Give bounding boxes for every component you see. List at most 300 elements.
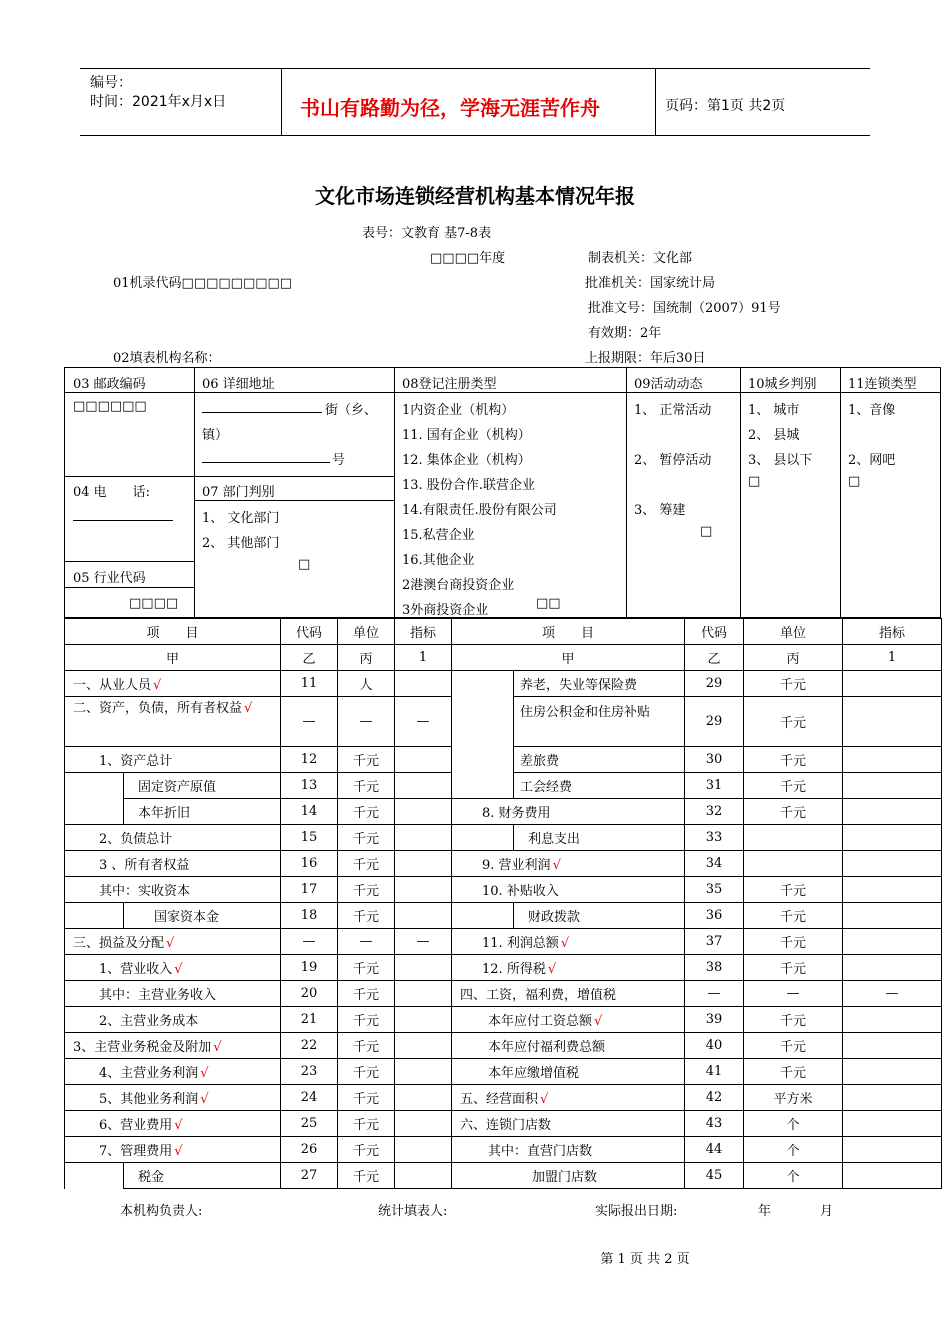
- item-label: [452, 929, 685, 955]
- item-label-text: 本年应付福利费总额: [488, 1040, 606, 1055]
- table-row: [65, 747, 942, 773]
- indicator-cell[interactable]: [395, 799, 452, 825]
- indent-cell: [452, 747, 514, 773]
- indent-cell: [452, 825, 514, 851]
- item-label: [124, 1163, 281, 1189]
- unit-cell: 千元: [338, 1137, 395, 1163]
- unit-cell: 千元: [338, 799, 395, 825]
- table-row: [65, 877, 942, 903]
- registration-type-item: 12. 集体企业（机构）: [402, 453, 531, 468]
- item-label-text: 10. 补贴收入: [482, 884, 559, 899]
- unit-cell: 千元: [338, 851, 395, 877]
- indicator-cell[interactable]: [843, 1007, 942, 1033]
- urban-label: 10城乡判别: [748, 377, 817, 392]
- table-row: [65, 1033, 942, 1059]
- item-label-text: 其中：主营业务收入: [99, 988, 217, 1003]
- check-mark: √: [560, 936, 570, 951]
- indent-cell: [65, 1163, 124, 1189]
- indicator-cell[interactable]: [395, 825, 452, 851]
- item-label: [65, 877, 281, 903]
- code-cell: 44: [685, 1137, 744, 1163]
- urban-checkbox[interactable]: □: [748, 474, 761, 489]
- check-mark: √: [174, 962, 183, 977]
- check-mark: √: [200, 1092, 209, 1107]
- indicator-cell[interactable]: [843, 773, 942, 799]
- subheader: 1: [395, 645, 452, 671]
- department-checkbox[interactable]: □: [298, 557, 311, 572]
- check-mark: √: [174, 1118, 183, 1133]
- urban-option-3: 3、 县以下: [748, 453, 813, 468]
- item-label-text: 利息支出: [528, 832, 581, 847]
- address-label: 06 详细地址: [202, 377, 275, 392]
- report-year: □□□□年度: [430, 251, 506, 266]
- indent-cell: [452, 697, 514, 747]
- indicator-cell[interactable]: [843, 955, 942, 981]
- table-row: [65, 1085, 942, 1111]
- item-label-text: 12. 所得税: [482, 962, 546, 977]
- indicator-cell[interactable]: [843, 903, 942, 929]
- report-date-label: 实际报出日期:: [595, 1204, 678, 1219]
- item-label-text: 2、负债总计: [99, 832, 173, 847]
- code-cell: 41: [685, 1059, 744, 1085]
- item-label: [452, 1007, 685, 1033]
- code-cell: 23: [281, 1059, 338, 1085]
- registration-type-item: 16.其他企业: [402, 553, 475, 568]
- item-label: [452, 981, 685, 1007]
- code-cell: 21: [281, 1007, 338, 1033]
- serial-label: 编号：: [90, 75, 132, 91]
- code-cell: 16: [281, 851, 338, 877]
- indicator-cell[interactable]: [843, 747, 942, 773]
- code-cell: 29: [685, 671, 744, 697]
- indicator-cell[interactable]: [395, 955, 452, 981]
- subheader: 丙: [744, 645, 843, 671]
- table-row: [65, 1007, 942, 1033]
- header-item: 项 目: [65, 619, 281, 645]
- indent-cell: [65, 799, 124, 825]
- unit-cell: 千元: [744, 671, 843, 697]
- unit-cell: 千元: [338, 877, 395, 903]
- item-label: [65, 955, 281, 981]
- indicator-cell[interactable]: [843, 929, 942, 955]
- table-row: [65, 825, 942, 851]
- page-number: 第 1 页 共 2 页: [600, 1252, 690, 1267]
- number-label: 号: [332, 453, 346, 468]
- item-label: [514, 825, 685, 851]
- table-header-row: [65, 619, 942, 645]
- chain-option-1: 1、音像: [848, 403, 896, 418]
- urban-option-1: 1、 城市: [748, 403, 800, 418]
- code-cell: 12: [281, 747, 338, 773]
- item-label-text: 8. 财务费用: [482, 806, 551, 821]
- check-mark: √: [244, 701, 253, 716]
- item-label-text: 1、营业收入: [99, 962, 173, 977]
- urban-option-2: 2、 县城: [748, 428, 800, 443]
- unit-cell: [744, 825, 843, 851]
- header-code: 代码: [685, 619, 744, 645]
- number-field[interactable]: [202, 462, 330, 463]
- indicator-cell[interactable]: [843, 1163, 942, 1189]
- code-cell: 13: [281, 773, 338, 799]
- item-label: [124, 773, 281, 799]
- table-row: [65, 903, 942, 929]
- unit-cell: 千元: [744, 955, 843, 981]
- item-label: [65, 747, 281, 773]
- check-mark: √: [200, 1066, 209, 1081]
- unit-cell: 千元: [338, 825, 395, 851]
- header-code: 代码: [281, 619, 338, 645]
- industry-code-field[interactable]: □□□□: [129, 596, 179, 611]
- report-year-label: 年: [758, 1204, 772, 1219]
- unit-cell: —: [744, 981, 843, 1007]
- item-label: [514, 747, 685, 773]
- subheader: 丙: [338, 645, 395, 671]
- item-label-text: 五、经营面积: [460, 1092, 539, 1107]
- registration-type-item: 13. 股份合作.联营企业: [402, 478, 535, 493]
- code-cell: 20: [281, 981, 338, 1007]
- activity-checkbox[interactable]: □: [700, 524, 713, 539]
- indicator-cell[interactable]: [395, 671, 452, 697]
- item-label: [65, 671, 281, 697]
- activity-option-1: 1、 正常活动: [634, 403, 712, 418]
- table-row: [65, 799, 942, 825]
- indicator-cell[interactable]: —: [395, 929, 452, 955]
- indicator-cell[interactable]: [395, 1007, 452, 1033]
- unit-cell: 平方米: [744, 1085, 843, 1111]
- registration-type-checkbox[interactable]: □□: [536, 596, 561, 611]
- header-item: 项 目: [452, 619, 685, 645]
- indicator-cell[interactable]: [843, 1085, 942, 1111]
- item-label-text: 1、资产总计: [99, 754, 173, 769]
- table-subheader-row: [65, 645, 942, 671]
- item-label: [514, 697, 685, 747]
- code-cell: —: [281, 697, 338, 747]
- registration-type-item: 14.有限责任.股份有限公司: [402, 503, 557, 518]
- approver: 批准机关：国家统计局: [585, 276, 716, 291]
- check-mark: √: [594, 1014, 603, 1029]
- unit-cell: 千元: [744, 773, 843, 799]
- indicator-cell[interactable]: [843, 671, 942, 697]
- code-cell: 25: [281, 1111, 338, 1137]
- phone-field[interactable]: [73, 520, 173, 521]
- code-cell: 33: [685, 825, 744, 851]
- item-label-text: 本年折旧: [138, 806, 191, 821]
- code-cell: 22: [281, 1033, 338, 1059]
- unit-cell: 千元: [338, 1163, 395, 1189]
- item-label-text: 3、主营业务税金及附加: [73, 1040, 212, 1055]
- item-label: [452, 851, 685, 877]
- indicator-cell[interactable]: —: [843, 981, 942, 1007]
- filler-signature-label: 统计填表人:: [378, 1204, 448, 1219]
- unit-cell: 个: [744, 1111, 843, 1137]
- indicator-cell[interactable]: [395, 1137, 452, 1163]
- indicator-cell[interactable]: [395, 877, 452, 903]
- chain-checkbox[interactable]: □: [848, 474, 861, 489]
- code-cell: 19: [281, 955, 338, 981]
- item-label-text: 4、主营业务利润: [99, 1066, 199, 1081]
- indicator-cell[interactable]: [395, 1163, 452, 1189]
- header-indicator: 指标: [395, 619, 452, 645]
- registration-type-item: 15.私营企业: [402, 528, 475, 543]
- item-label-text: 六、连锁门店数: [460, 1118, 552, 1133]
- code-cell: 29: [685, 697, 744, 747]
- code-cell: 40: [685, 1033, 744, 1059]
- postal-code-field[interactable]: □□□□□□: [73, 399, 147, 414]
- unit-cell: [744, 851, 843, 877]
- item-label-text: 固定资产原值: [138, 780, 217, 795]
- registration-block: [64, 367, 941, 618]
- code-cell: 32: [685, 799, 744, 825]
- check-mark: √: [552, 858, 561, 873]
- item-label: [65, 851, 281, 877]
- unit-cell: 人: [338, 671, 395, 697]
- item-label: [65, 825, 281, 851]
- indicator-cell[interactable]: [843, 825, 942, 851]
- indicator-cell[interactable]: [843, 877, 942, 903]
- code-cell: 36: [685, 903, 744, 929]
- code-cell: 18: [281, 903, 338, 929]
- item-label: [452, 799, 685, 825]
- item-label-text: 2、主营业务成本: [99, 1014, 199, 1029]
- chain-option-2: 2、网吧: [848, 453, 896, 468]
- subheader: 1: [843, 645, 942, 671]
- item-label-text: 国家资本金: [154, 910, 220, 925]
- registration-type-label: 08登记注册类型: [402, 377, 497, 392]
- code-cell: 14: [281, 799, 338, 825]
- item-label: [514, 903, 685, 929]
- subheader: 乙: [685, 645, 744, 671]
- table-row: [65, 981, 942, 1007]
- item-label: [452, 1059, 685, 1085]
- code-cell: 27: [281, 1163, 338, 1189]
- activity-option-2: 2、 暂停活动: [634, 453, 712, 468]
- org-name-label: 02填表机构名称：: [113, 351, 221, 366]
- street-label: 街（乡、: [325, 403, 378, 418]
- code-cell: 37: [685, 929, 744, 955]
- street-field[interactable]: [202, 412, 322, 413]
- item-label-text: 差旅费: [520, 754, 560, 769]
- motto: 书山有路勤为径，学海无涯苦作舟: [300, 96, 600, 120]
- unit-cell: 千元: [338, 747, 395, 773]
- indicator-cell[interactable]: [395, 851, 452, 877]
- unit-cell: 千元: [338, 773, 395, 799]
- report-month-label: 月: [820, 1204, 834, 1219]
- item-label-text: 7、管理费用: [99, 1144, 173, 1159]
- department-label: 07 部门判别: [202, 485, 275, 500]
- check-mark: √: [547, 962, 557, 977]
- table-row: [65, 955, 942, 981]
- code-cell: 45: [685, 1163, 744, 1189]
- unit-cell: 千元: [338, 1007, 395, 1033]
- code-cell: 24: [281, 1085, 338, 1111]
- code-cell: 42: [685, 1085, 744, 1111]
- subheader: 甲: [452, 645, 685, 671]
- item-label-text: 税金: [138, 1170, 165, 1185]
- registration-type-item: 11. 国有企业（机构）: [402, 428, 531, 443]
- page-title: 文化市场连锁经营机构基本情况年报: [315, 184, 635, 208]
- item-label: [65, 1137, 281, 1163]
- indicator-cell[interactable]: [843, 1033, 942, 1059]
- indent-cell: [65, 773, 124, 799]
- postal-code-label: 03 邮政编码: [73, 377, 146, 392]
- indicator-cell[interactable]: [843, 1137, 942, 1163]
- item-label-text: 四、工资，福利费，增值税: [460, 988, 617, 1003]
- item-label: [452, 1033, 685, 1059]
- indicator-cell[interactable]: [843, 799, 942, 825]
- code-cell: —: [685, 981, 744, 1007]
- item-label-text: 一、从业人员: [73, 678, 152, 693]
- unit-cell: 千元: [338, 955, 395, 981]
- indicator-cell[interactable]: [395, 773, 452, 799]
- code-cell: 15: [281, 825, 338, 851]
- item-label: [124, 903, 281, 929]
- item-label-text: 6、营业费用: [99, 1118, 173, 1133]
- item-label: [65, 981, 281, 1007]
- unit-cell: 千元: [744, 697, 843, 747]
- check-mark: √: [213, 1040, 222, 1055]
- indicator-cell[interactable]: [395, 1111, 452, 1137]
- item-label-text: 其中：直营门店数: [488, 1144, 593, 1159]
- item-label: [452, 1111, 685, 1137]
- indicator-cell[interactable]: —: [395, 697, 452, 747]
- indent-cell: [452, 903, 514, 929]
- item-label: [124, 799, 281, 825]
- form-number: 表号：文教育 基7-8表: [362, 226, 492, 241]
- indicator-cell[interactable]: [843, 1059, 942, 1085]
- code-cell: 11: [281, 671, 338, 697]
- code-cell: 43: [685, 1111, 744, 1137]
- item-label-text: 11. 利润总额: [482, 936, 559, 951]
- item-label: [514, 773, 685, 799]
- table-row: [65, 1111, 942, 1137]
- unit-cell: —: [338, 697, 395, 747]
- indicator-cell[interactable]: [395, 747, 452, 773]
- unit-cell: 千元: [744, 877, 843, 903]
- item-label: [452, 1137, 685, 1163]
- indicator-cell[interactable]: [395, 1033, 452, 1059]
- check-mark: √: [174, 1144, 183, 1159]
- org-code: 01机录代码□□□□□□□□□: [113, 276, 293, 291]
- item-label: [65, 1033, 281, 1059]
- check-mark: √: [540, 1092, 549, 1107]
- deadline: 上报期限：年后30日: [585, 351, 706, 366]
- department-option-1: 1、 文化部门: [202, 511, 280, 526]
- unit-cell: 千元: [338, 1085, 395, 1111]
- industry-code-label: 05 行业代码: [73, 571, 146, 586]
- activity-option-3: 3、 筹建: [634, 503, 686, 518]
- code-cell: 17: [281, 877, 338, 903]
- department-option-2: 2、 其他部门: [202, 536, 280, 551]
- item-label: [65, 1085, 281, 1111]
- item-label-text: 本年应缴增值税: [488, 1066, 580, 1081]
- indent-cell: [65, 903, 124, 929]
- item-label: [514, 671, 685, 697]
- unit-cell: 千元: [744, 1007, 843, 1033]
- item-label: [452, 1163, 685, 1189]
- code-cell: 31: [685, 773, 744, 799]
- indent-cell: [452, 671, 514, 697]
- code-cell: 39: [685, 1007, 744, 1033]
- unit-cell: 千元: [338, 981, 395, 1007]
- unit-cell: 个: [744, 1163, 843, 1189]
- unit-cell: 千元: [744, 799, 843, 825]
- chain-type-label: 11连锁类型: [848, 377, 917, 392]
- item-label-text: 加盟门店数: [532, 1170, 598, 1185]
- indicator-cell[interactable]: [395, 981, 452, 1007]
- table-row: [65, 697, 942, 747]
- activity-label: 09活动动态: [634, 377, 703, 392]
- item-label-text: 9. 营业利润: [482, 858, 551, 873]
- unit-cell: 千元: [338, 1033, 395, 1059]
- unit-cell: —: [338, 929, 395, 955]
- time-label: 时间：2021年x月x日: [90, 94, 227, 110]
- main-table-wrapper: [64, 618, 941, 1189]
- item-label-text: 本年应付工资总额: [488, 1014, 593, 1029]
- code-cell: 35: [685, 877, 744, 903]
- item-label: [65, 1111, 281, 1137]
- registration-type-item: 1内资企业（机构）: [402, 403, 515, 418]
- code-cell: 34: [685, 851, 744, 877]
- item-label: [65, 697, 281, 747]
- town-label: 镇）: [202, 428, 229, 443]
- item-label: [65, 1007, 281, 1033]
- indicator-cell[interactable]: [843, 1111, 942, 1137]
- header-indicator: 指标: [843, 619, 942, 645]
- validity: 有效期：2年: [588, 326, 662, 341]
- item-label-text: 财政拨款: [528, 910, 581, 925]
- approval-number: 批准文号：国统制（2007）91号: [588, 301, 781, 316]
- item-label-text: 5、其他业务利润: [99, 1092, 199, 1107]
- table-row: [65, 1059, 942, 1085]
- code-cell: 30: [685, 747, 744, 773]
- subheader: 乙: [281, 645, 338, 671]
- code-cell: —: [281, 929, 338, 955]
- unit-cell: 千元: [744, 1033, 843, 1059]
- table-row: [65, 851, 942, 877]
- item-label: [65, 1059, 281, 1085]
- main-table: [64, 618, 942, 1189]
- unit-cell: 千元: [744, 903, 843, 929]
- indicator-cell[interactable]: [843, 697, 942, 747]
- item-label: [65, 929, 281, 955]
- phone-label: 04 电 话:: [73, 485, 151, 500]
- item-label-text: 3 、所有者权益: [99, 858, 190, 873]
- registration-type-item: 2港澳台商投资企业: [402, 578, 515, 593]
- unit-cell: 千元: [338, 903, 395, 929]
- item-label: [452, 1085, 685, 1111]
- table-row: [65, 773, 942, 799]
- unit-cell: 个: [744, 1137, 843, 1163]
- item-label-text: 其中：实收资本: [99, 884, 191, 899]
- table-row: [65, 1163, 942, 1189]
- page-info: 页码：第1页 共2页: [665, 98, 786, 114]
- item-label: [452, 877, 685, 903]
- header-unit: 单位: [338, 619, 395, 645]
- header-unit: 单位: [744, 619, 843, 645]
- unit-cell: 千元: [744, 747, 843, 773]
- table-row: [65, 929, 942, 955]
- item-label-text: 养老，失业等保险费: [520, 678, 638, 693]
- item-label-text: 二、资产，负债，所有者权益: [73, 701, 243, 716]
- code-cell: 38: [685, 955, 744, 981]
- issuer: 制表机关：文化部: [588, 251, 693, 266]
- indicator-cell[interactable]: [395, 1085, 452, 1111]
- check-mark: √: [153, 678, 162, 693]
- unit-cell: 千元: [338, 1111, 395, 1137]
- indicator-cell[interactable]: [395, 1059, 452, 1085]
- indicator-cell[interactable]: [395, 903, 452, 929]
- indicator-cell[interactable]: [843, 851, 942, 877]
